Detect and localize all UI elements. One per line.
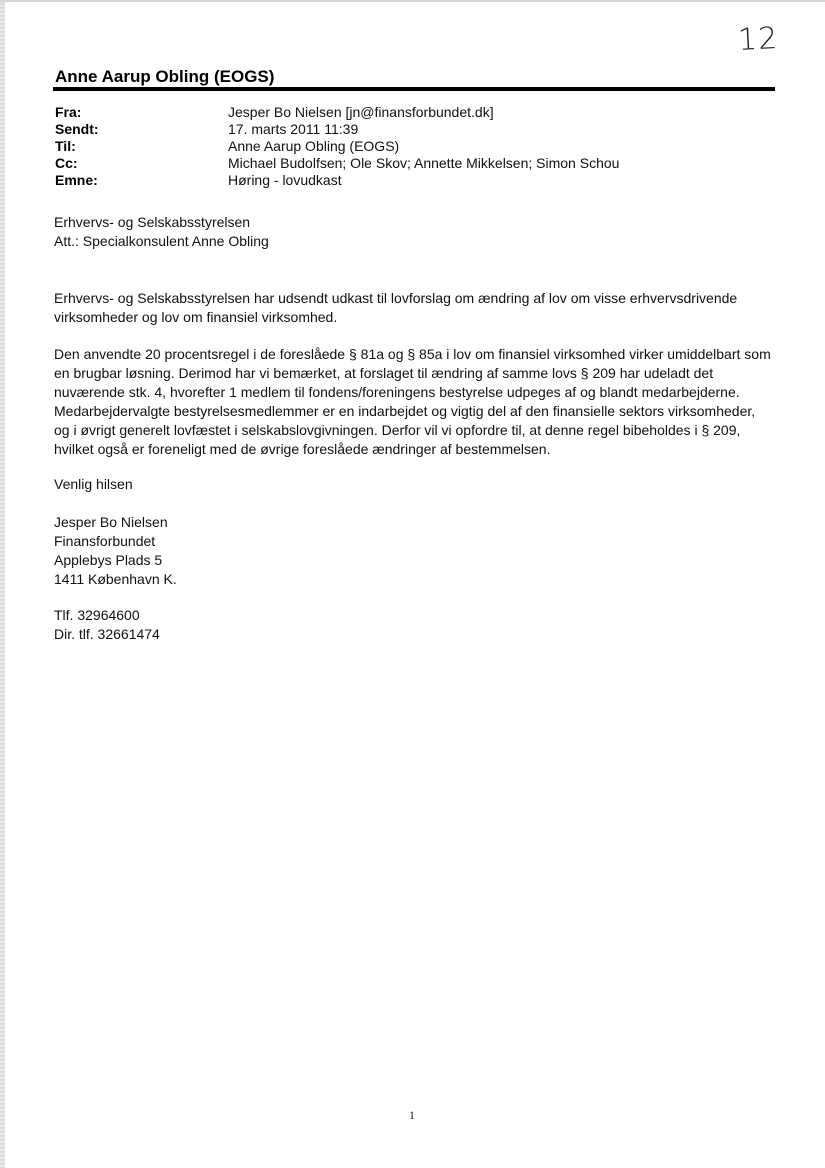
header-value-subject: Høring - lovudkast: [228, 172, 342, 188]
header-value-sent: 17. marts 2011 11:39: [228, 121, 359, 137]
addressee-line-2: Att.: Specialkonsulent Anne Obling: [54, 233, 269, 249]
email-header: [55, 104, 775, 189]
signature-org: Finansforbundet: [54, 533, 156, 549]
header-label-subject: Emne:: [55, 172, 98, 188]
closing-text: Venlig hilsen: [54, 476, 133, 492]
signature-name: Jesper Bo Nielsen: [54, 514, 168, 530]
body-paragraph-1: [54, 289, 774, 327]
page-number: 1: [409, 1108, 415, 1122]
handwritten-page-number: 12: [737, 20, 780, 59]
header-row-cc: [55, 155, 775, 172]
title-divider: [53, 87, 775, 91]
header-value-to: Anne Aarup Obling (EOGS): [228, 138, 400, 154]
header-label-to: Til:: [55, 138, 76, 154]
document-title: Anne Aarup Obling (EOGS): [55, 67, 275, 86]
header-row-to: [55, 138, 775, 155]
signature-block: [54, 513, 774, 589]
header-label-sent: Sendt:: [55, 121, 99, 137]
closing-block: [54, 475, 774, 494]
header-value-cc: Michael Budolfsen; Ole Skov; Annette Mikkelsen; Simon Schou: [228, 155, 620, 171]
body-paragraph-2: [54, 345, 774, 459]
addressee-line-1: Erhvervs- og Selskabsstyrelsen: [54, 214, 251, 230]
addressee-block: [54, 213, 774, 251]
header-label-cc: Cc:: [55, 155, 78, 171]
header-value-from: Jesper Bo Nielsen [jn@finansforbundet.dk]: [228, 104, 494, 120]
header-row-from: [55, 104, 775, 121]
contact-block: [54, 606, 774, 644]
contact-direct-phone: Dir. tlf. 32661474: [54, 626, 160, 642]
header-row-sent: [55, 121, 775, 138]
paragraph-1-text: Erhvervs- og Selskabsstyrelsen har udsendt udkast til lovforslag om ændring af lov om visse erhvervsdrivende virksomheder og lov om finansiel virksomhed.: [54, 290, 738, 325]
signature-city: 1411 København K.: [54, 571, 177, 587]
scan-edge-top: [0, 0, 825, 2]
paragraph-2-text: Den anvendte 20 procentsregel i de foreslåede § 81a og § 85a i lov om finansiel virksomhed virker umiddelbart som en brugbar løsning. Derimod har vi bemærket, at forslaget til ændring af samme lovs § 209 har udeladt det nuværende stk. 4, hvorefter 1 medlem til fondens/foreningens bestyrelse udpeges af og blandt medarbejderne. Medarbejdervalgte bestyrelsesmedlemmer er en indarbejdet og vigtig del af den finansielle sektors virksomheder, og i øvrigt generelt lovfæstet i selskabslovgivningen. Derfor vil vi opfordre til, at denne regel bibeholdes i § 209, hvilket også er foreneligt med de øvrige foreslåede ændringer af bestemmelsen.: [54, 346, 771, 457]
header-row-subject: [55, 172, 775, 189]
scan-edge-left: [0, 0, 5, 1168]
signature-street: Applebys Plads 5: [54, 552, 163, 568]
contact-phone: Tlf. 32964600: [54, 607, 140, 623]
header-label-from: Fra:: [55, 104, 82, 120]
